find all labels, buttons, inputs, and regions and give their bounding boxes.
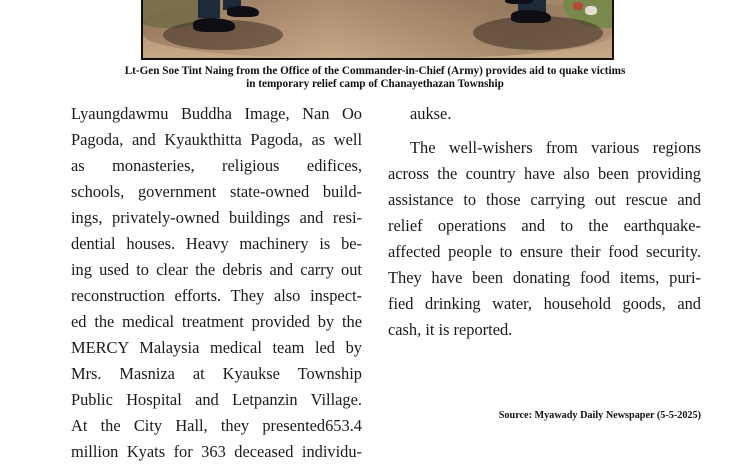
left-line: Lyaungdawmu Buddha Image, Nan Oo [71,104,362,123]
right-line: They have been donating food items, puri- [388,268,701,287]
article-right-column [388,101,701,343]
left-line: MERCY Malaysia medical team led by [71,338,362,357]
right-line: The well-wishers from various regions [410,138,701,157]
right-line: cash, it is reported. [388,320,513,339]
source-credit: Source: Myawady Daily Newspaper (5-5-2025) [498,410,701,421]
left-line: reconstruction efforts. They also inspect- [71,286,362,305]
right-line: affected people to ensure their food security. [388,242,701,261]
photo-caption [60,65,690,91]
photo-person-left-leg [198,0,220,18]
left-line: Public Hospital and Letpanzin Village. [71,390,362,409]
photo-person-right-shoe [511,10,551,23]
photo-person-right-shoe2 [505,0,533,4]
right-line: across the country have also been providing [388,164,701,183]
left-line: schools, government state-owned build- [71,182,362,201]
caption-line-2: in temporary relief camp of Chanayethazan Township [246,78,504,90]
left-line: million Kyats for 363 deceased individu- [71,442,362,461]
left-line: At the City Hall, they presented653.4 [71,416,362,435]
caption-line-1: Lt-Gen Soe Tint Naing from the Office of the Commander-in-Chief (Army) provides aid to quake victims [124,65,626,77]
left-line: Pagoda, and Kyaukthitta Pagoda, as well [71,130,362,149]
right-line: relief operations and to the earthquake- [388,216,701,235]
left-line: ing used to clear the debris and carry out [71,260,362,279]
left-line: Mrs. Masniza at Kyaukse Township [71,364,362,383]
photo-person-left-shoe2 [227,6,259,17]
left-line: dential houses. Heavy machinery is be- [71,234,362,253]
article-left-column [71,101,362,465]
right-continuation-line: aukse. [410,104,452,123]
news-photo [141,0,614,60]
left-line: ed the medical treatment provided by the [71,312,362,331]
right-line: assistance to those carrying out rescue and [388,190,701,209]
photo-small-item-red [573,2,583,10]
paragraph-gap [388,127,701,135]
left-line: as monasteries, religious edifices, [71,156,362,175]
photo-person-left-shoe [193,18,235,32]
left-line: ings, privately-owned buildings and resi- [71,208,362,227]
photo-small-item-white [585,6,597,15]
right-line: fied drinking water, household goods, and [388,294,701,313]
